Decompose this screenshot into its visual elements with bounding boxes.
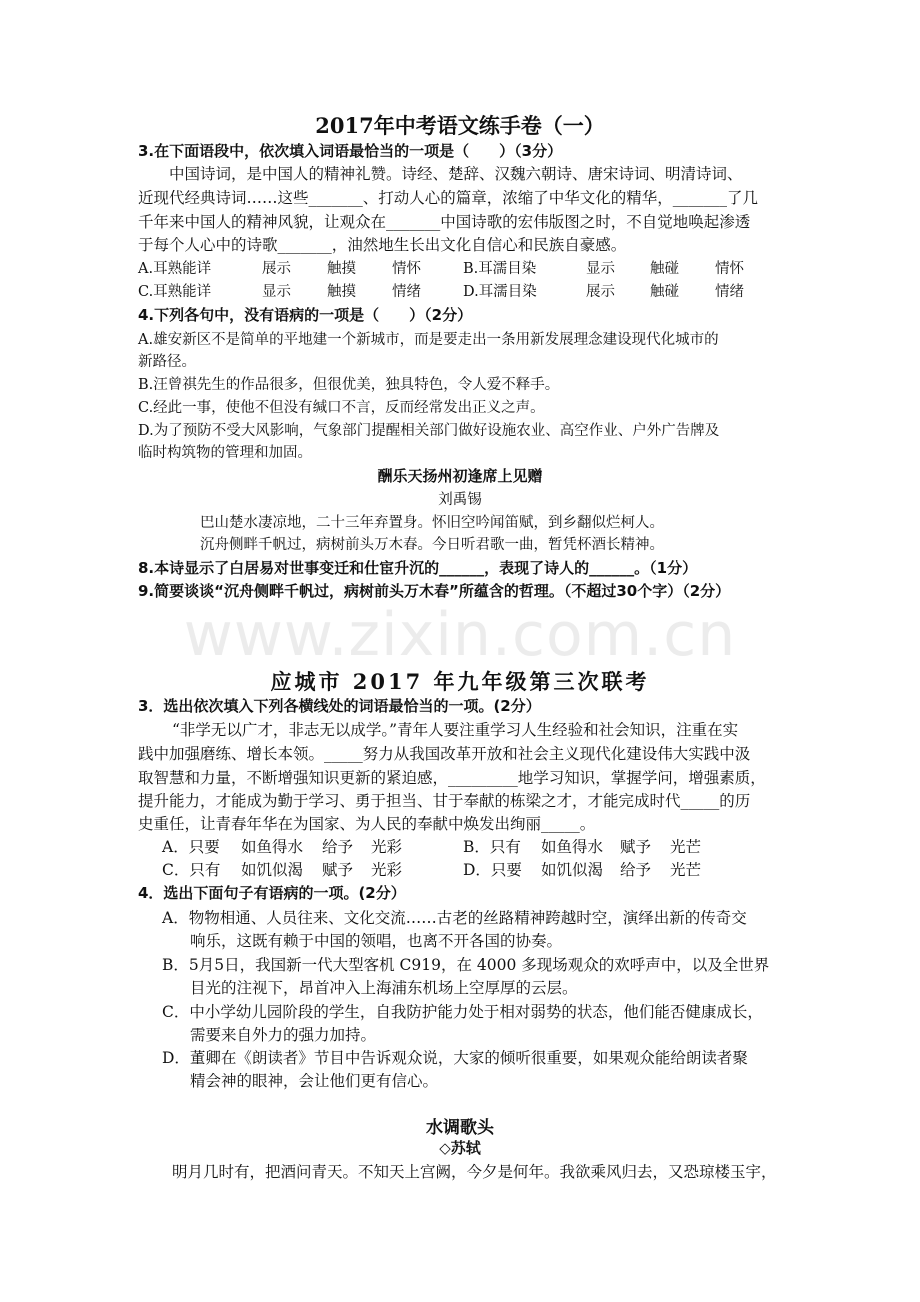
s2-q3-optA-2: 如鱼得水 [241,838,304,856]
s2-q4-d-line1: D．董卿在《朗读者》节目中告诉观众说，大家的倾听很重要，如果观众能给朗读者聚 [162,1049,748,1067]
s1-q3-optD-1: D.耳濡目染 [463,284,537,300]
s2-q3-optB-3: 赋予 [620,838,652,856]
s1-q3-stem: 3.在下面语段中，依次填入词语最恰当的一项是（ ）（3分） [138,142,563,160]
s1-poem-author: 刘禹锡 [438,492,482,508]
s2-poem-title: 水调歌头 [426,1118,494,1138]
s1-q3-line2: 近现代经典诗词……这些_______、打动人心的篇章，浓缩了中华文化的精华，_______了几 [138,189,759,207]
s1-q3-optA-2: 展示 [262,261,291,277]
s1-q3-optB-4: 情怀 [715,261,744,277]
s1-q8: 8.本诗显示了白居易对世事变迁和仕宦升沉的______，表现了诗人的______。（1分） [138,559,698,577]
s2-q4-stem: 4．选出下面句子有语病的一项。(2分） [138,884,406,902]
s1-q3-line3: 千年来中国人的精神风貌，让观众在_______中国诗歌的宏伟版图之时，不自觉地唤起渗透 [138,213,751,231]
s2-q3-optA-1: A．只要 [162,838,220,856]
s1-q3-optB-2: 显示 [586,261,615,277]
s1-q3-line1: 中国诗词，是中国人的精神礼赞。诗经、楚辞、汉魏六朝诗、唐宋诗词、明清诗词、 [169,165,743,183]
s1-q3-optC-4: 情绪 [392,284,421,300]
s1-q3-optC-3: 触摸 [327,284,356,300]
s2-q3-optD-2: 如饥似渴 [541,861,604,879]
s1-q3-optD-3: 触碰 [650,284,679,300]
s1-q3-optA-4: 情怀 [392,261,421,277]
s1-q4-a-line1: A.雄安新区不是简单的平地建一个新城市，而是要走出一条用新发展理念建设现代化城市的 [138,332,719,348]
s2-q3-stem: 3．选出依次填入下列各横线处的词语最恰当的一项。(2分） [138,697,541,715]
s2-q3-optC-3: 赋予 [322,861,354,879]
s2-q3-line5: 史重任，让青春年华在为国家、为人民的奉献中焕发出绚丽_____。 [138,815,596,833]
s1-q3-line4: 于每个人心中的诗歌_______，油然地生长出文化自信心和民族自豪感。 [138,236,627,254]
s1-q4-d-line2: 临时构筑物的管理和加固。 [138,445,312,461]
s1-q4-c: C.经此一事，使他不但没有缄口不言，反而经常发出正义之声。 [138,400,545,416]
s2-q3-optB-1: B．只有 [463,838,521,856]
s2-q3-line1: “非学无以广才，非志无以成学。”青年人要注重学习人生经验和社会知识，注重在实 [172,721,739,739]
s2-q3-optD-4: 光芒 [670,861,702,879]
section1-title: 2017年中考语文练手卷（一） [315,113,605,138]
s2-q3-line4: 提升能力，才能成为勤于学习、勇于担当、甘于奉献的栋梁之才，才能完成时代_____的历 [138,792,751,810]
s2-poem-author: ◇苏轼 [439,1139,481,1157]
s2-q3-optA-4: 光彩 [371,838,403,856]
s1-poem-line1: 巴山楚水凄凉地，二十三年弃置身。怀旧空吟闻笛赋，到乡翻似烂柯人。 [200,515,664,531]
s2-q3-optC-4: 光彩 [371,861,403,879]
s1-q3-optB-3: 触碰 [650,261,679,277]
watermark: www.zixin.com.cn [183,600,737,670]
s1-q4-d-line1: D.为了预防不受大风影响，气象部门提醒相关部门做好设施农业、高空作业、户外广告牌及 [138,423,720,439]
s2-q3-optC-1: C．只有 [162,861,221,879]
s1-q3-optD-4: 情绪 [715,284,744,300]
s2-q4-a-line1: A．物物相通、人员往来、文化交流……古老的丝路精神跨越时空，演绎出新的传奇交 [162,909,747,927]
s1-q3-optA-3: 触摸 [327,261,356,277]
s1-q4-a-line2: 新路径。 [138,354,196,370]
s1-q4-stem: 4.下列各句中，没有语病的一项是（ ）（2分） [138,306,473,324]
s2-q4-c-line2: 需要来自外力的强力加持。 [190,1026,377,1044]
s2-poem-line1: 明月几时有，把酒问青天。不知天上宫阙，今夕是何年。我欲乘风归去，又恐琼楼玉宇， [172,1163,777,1181]
s2-q3-optB-4: 光芒 [670,838,702,856]
s2-q4-a-line2: 响乐，这既有赖于中国的领唱，也离不开各国的协奏。 [190,932,563,950]
s2-q4-b-line1: B．5月5日，我国新一代大型客机 C919，在 4000 多现场观众的欢呼声中，以及全世界 [162,956,770,974]
s1-q3-optB-1: B.耳濡目染 [463,261,537,277]
s2-q4-b-line2: 目光的注视下，昂首冲入上海浦东机场上空厚厚的云层。 [190,979,578,997]
s2-q4-c-line1: C．中小学幼儿园阶段的学生，自我防护能力处于相对弱势的状态，他们能否健康成长， [162,1003,763,1021]
s2-q3-optC-2: 如饥似渴 [241,861,304,879]
s1-poem-line2: 沉舟侧畔千帆过，病树前头万木春。今日听君歌一曲，暂凭杯酒长精神。 [200,537,664,553]
s2-q3-optD-1: D．只要 [463,861,522,879]
s2-q4-d-line2: 精会神的眼神，会让他们更有信心。 [190,1072,439,1090]
s1-q4-b: B.汪曾祺先生的作品很多，但很优美，独具特色，令人爱不释手。 [138,377,560,393]
s1-q3-optC-1: C.耳熟能详 [138,284,212,300]
s2-q3-optD-3: 给予 [620,861,652,879]
s1-q3-optD-2: 展示 [586,284,615,300]
s1-q3-optC-2: 显示 [262,284,291,300]
s2-q3-line2: 践中加强磨练、增长本领。_____努力从我国改革开放和社会主义现代化建设伟大实践中汲 [138,745,751,763]
s1-poem-title: 酬乐天扬州初逢席上见赠 [377,467,543,485]
section2-title: 应城市 2017 年九年级第三次联考 [270,669,650,694]
s2-q3-optB-2: 如鱼得水 [541,838,604,856]
s2-q3-line3: 取智慧和力量，不断增强知识更新的紧迫感，_________地学习知识，掌握学问，增强素质， [138,769,766,787]
s2-q3-optA-3: 给予 [322,838,354,856]
s1-q9: 9.简要谈谈“沉舟侧畔千帆过，病树前头万木春”所蕴含的哲理。（不超过30个字）（2分） [138,582,731,600]
s1-q3-optA-1: A.耳熟能详 [138,261,212,277]
